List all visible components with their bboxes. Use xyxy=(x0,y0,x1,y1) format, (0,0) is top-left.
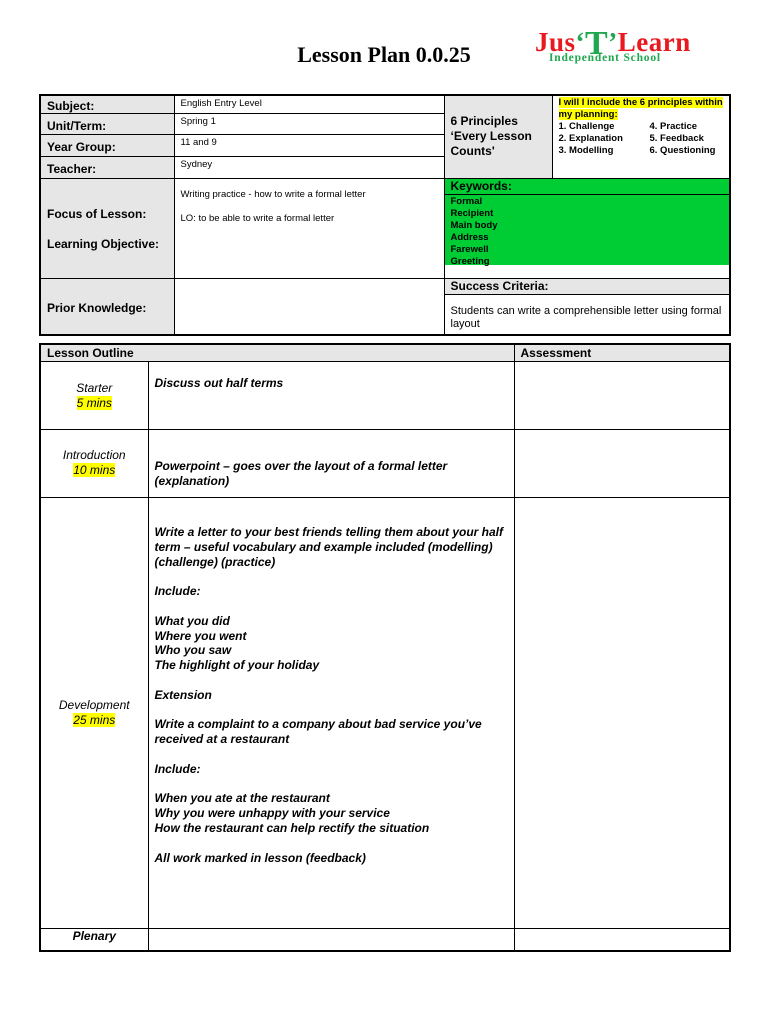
focus-objective-values xyxy=(174,179,444,279)
stage-name: Plenary xyxy=(72,929,116,943)
development-line xyxy=(155,836,508,851)
stage-time: 25 mins xyxy=(73,713,116,727)
principles-heading: 6 Principles ‘Every Lesson Counts' xyxy=(444,95,552,179)
development-line: The highlight of your holiday xyxy=(154,658,320,673)
keyword-item: Greeting xyxy=(450,256,490,267)
introduction-assessment xyxy=(514,430,730,498)
page-title: Lesson Plan 0.0.25 xyxy=(297,42,471,67)
development-line xyxy=(155,569,508,584)
stage-time: 10 mins xyxy=(73,463,116,477)
keyword-item: Farewell xyxy=(450,244,489,255)
development-line: When you ate at the restaurant xyxy=(154,791,330,806)
development-line xyxy=(155,777,508,792)
development-line: What you did xyxy=(154,613,230,628)
prior-knowledge-label: Prior Knowledge: xyxy=(40,279,174,335)
development-line: How the restaurant can help rectify the situation xyxy=(154,820,430,835)
plenary-assessment xyxy=(514,929,730,951)
plenary-stage xyxy=(40,929,148,951)
development-stage xyxy=(40,498,148,929)
principles-list xyxy=(552,95,730,179)
development-line: Who you saw xyxy=(154,643,232,658)
development-assessment xyxy=(514,498,730,929)
unit-label: Unit/Term: xyxy=(40,114,174,135)
principle-item: 2. Explanation xyxy=(558,133,623,144)
keyword-item: Formal xyxy=(450,196,483,207)
keyword-item: Main body xyxy=(450,220,498,231)
development-activity xyxy=(148,498,514,929)
development-line: All work marked in lesson (feedback) xyxy=(154,850,366,865)
development-line: Why you were unhappy with your service xyxy=(154,806,390,821)
year-group-label: Year Group: xyxy=(40,135,174,157)
lesson-info-table xyxy=(39,94,731,336)
principle-item: 3. Modelling xyxy=(558,145,614,156)
stage-name: Development xyxy=(58,698,130,712)
keywords-heading: Keywords: xyxy=(445,179,730,195)
development-line: Extension xyxy=(154,687,212,702)
focus-objective-labels xyxy=(40,179,174,279)
principle-item: 5. Feedback xyxy=(649,133,704,144)
objective-label: Learning Objective: xyxy=(47,236,160,251)
year-group-value: 11 and 9 xyxy=(174,135,444,157)
starter-activity: Discuss out half terms xyxy=(148,362,514,430)
development-line xyxy=(155,747,508,762)
subject-label: Subject: xyxy=(40,95,174,114)
logo-subtitle: Independent School xyxy=(549,52,661,64)
keyword-item: Address xyxy=(450,232,489,243)
principle-item: 1. Challenge xyxy=(558,121,615,132)
logo-wordmark: Jus‘T’Learn xyxy=(535,25,691,62)
success-criteria-cell xyxy=(444,279,730,335)
stage-name: Introduction xyxy=(62,448,126,462)
success-criteria-text: Students can write a comprehensible letter using formal layout xyxy=(450,305,722,330)
success-criteria-heading: Success Criteria: xyxy=(445,279,730,295)
principle-item: 6. Questioning xyxy=(649,145,716,156)
subject-value: English Entry Level xyxy=(174,95,444,114)
introduction-stage xyxy=(40,430,148,498)
principle-item: 4. Practice xyxy=(649,121,698,132)
introduction-activity: Powerpoint – goes over the layout of a formal letter (explanation) xyxy=(148,430,514,498)
principles-intro: I will I include the 6 principles within my planning: xyxy=(558,97,723,120)
development-line xyxy=(155,599,508,614)
plenary-activity xyxy=(148,929,514,951)
teacher-value: Sydney xyxy=(174,157,444,179)
teacher-label: Teacher: xyxy=(40,157,174,179)
development-line xyxy=(155,703,508,718)
development-line: Include: xyxy=(154,761,201,776)
keywords-cell xyxy=(444,179,730,279)
unit-value: Spring 1 xyxy=(174,114,444,135)
starter-assessment xyxy=(514,362,730,430)
development-line: Include: xyxy=(154,584,201,599)
school-logo xyxy=(535,8,725,70)
lesson-outline-heading: Lesson Outline xyxy=(40,344,514,362)
keywords-list xyxy=(445,195,730,265)
focus-label: Focus of Lesson: xyxy=(47,206,147,221)
lesson-outline-table xyxy=(39,343,731,952)
keyword-item: Recipient xyxy=(450,208,494,219)
focus-value: Writing practice - how to write a formal letter xyxy=(180,189,366,200)
development-line: Write a letter to your best friends telling them about your half term – useful vocabulary and example included (modelling) (challenge) (practice) xyxy=(154,525,503,569)
starter-stage xyxy=(40,362,148,430)
assessment-heading: Assessment xyxy=(514,344,730,362)
development-line xyxy=(155,673,508,688)
development-line: Where you went xyxy=(154,628,247,643)
stage-name: Starter xyxy=(76,381,113,395)
prior-knowledge-value xyxy=(174,279,444,335)
development-line: Write a complaint to a company about bad service you’ve received at a restaurant xyxy=(154,717,482,747)
stage-time: 5 mins xyxy=(76,396,112,410)
objective-value: LO: to be able to write a formal letter xyxy=(180,213,335,224)
